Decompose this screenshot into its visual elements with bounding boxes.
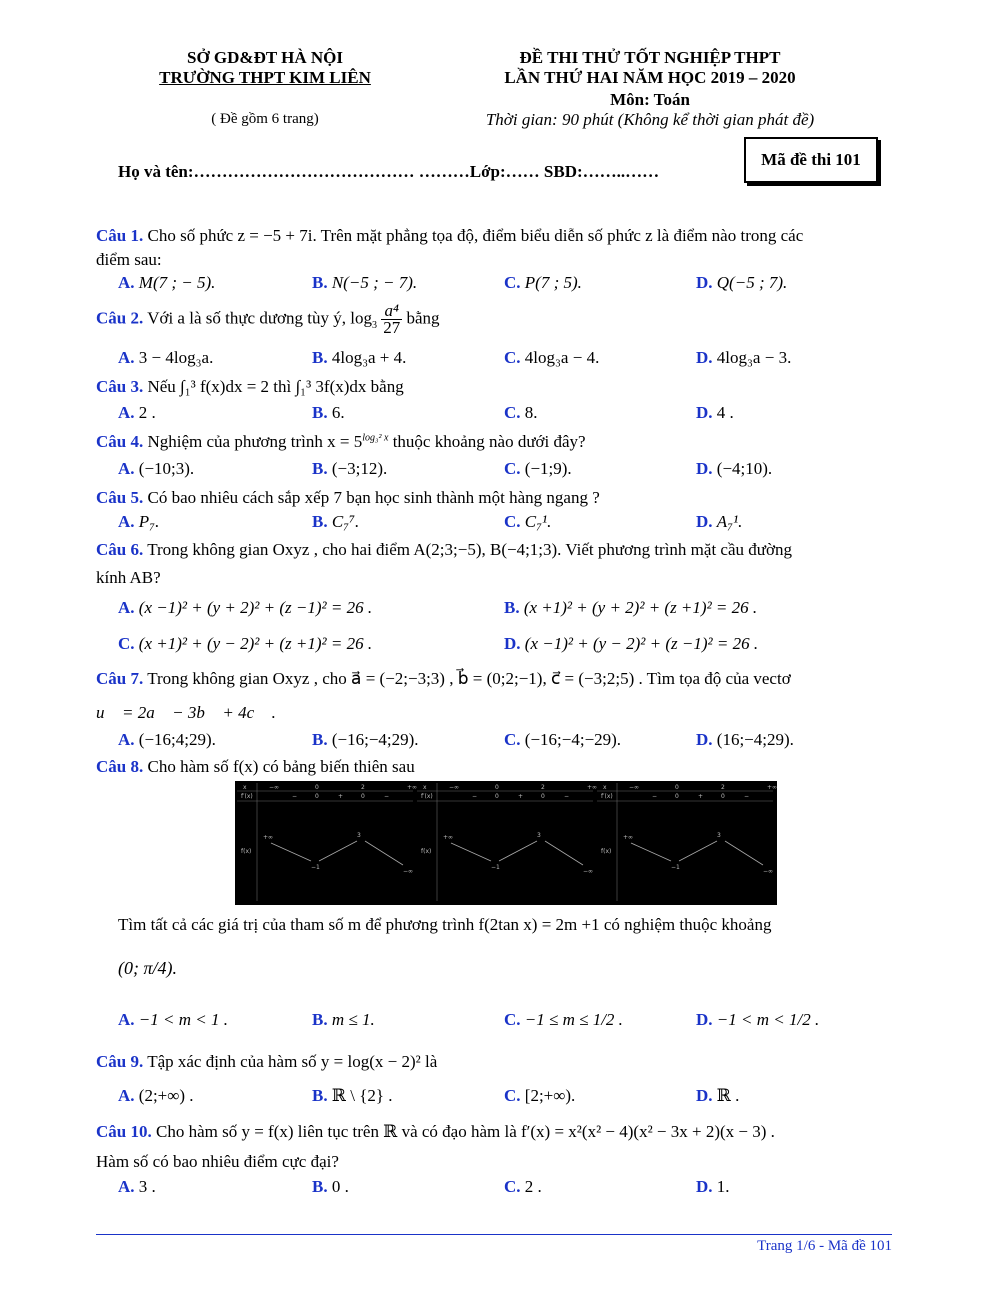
vt-f-label: f(x) bbox=[421, 848, 432, 855]
vt-f-value: +∞ bbox=[443, 834, 454, 841]
option-b[interactable]: B. m ≤ 1. bbox=[312, 1010, 375, 1029]
vt-arrow bbox=[631, 843, 671, 861]
option-b[interactable]: B. ℝ \ {2} . bbox=[312, 1086, 393, 1105]
question-8-line2: Tìm tất cả các giá trị của tham số m để phương trình f(2tan x) = 2m +1 có nghiệm thuộc khoảng bbox=[118, 915, 772, 934]
school-name: TRƯỜNG THPT KIM LIÊN bbox=[159, 68, 371, 87]
question-label: Câu 1. bbox=[96, 226, 144, 245]
vt-x-label: −∞ bbox=[269, 784, 280, 791]
vt-derivative-sign: + bbox=[698, 793, 704, 800]
vt-derivative-sign: 0 bbox=[495, 793, 499, 800]
vt-f-label: f(x) bbox=[241, 848, 252, 855]
vt-derivative-sign: 0 bbox=[721, 793, 725, 800]
vt-x-label: x bbox=[243, 784, 247, 791]
option-d[interactable]: D. 4 . bbox=[696, 403, 734, 422]
vt-derivative-sign: f′(x) bbox=[241, 793, 253, 800]
option-c[interactable]: C. P(7 ; 5). bbox=[504, 273, 582, 292]
option-d[interactable]: D. A₇¹. bbox=[696, 512, 743, 531]
vt-f-value: +∞ bbox=[263, 834, 274, 841]
option-a[interactable]: A. P₇. bbox=[118, 512, 160, 531]
option-d[interactable]: D. (−4;10). bbox=[696, 459, 773, 478]
vt-x-label: 2 bbox=[361, 784, 365, 791]
option-c[interactable]: C. C₇¹. bbox=[504, 512, 552, 531]
option-a[interactable]: A. 2 . bbox=[118, 403, 156, 422]
student-info-field: Họ và tên:………………………………… ………Lớp:…… SBD:……..…… bbox=[118, 162, 660, 181]
vt-x-label: 2 bbox=[541, 784, 545, 791]
page-footer: Trang 1/6 - Mã đề 101 bbox=[757, 1238, 892, 1254]
question-1-line2: điểm sau: bbox=[96, 250, 162, 269]
vt-arrow bbox=[499, 841, 537, 861]
option-b[interactable]: B. 6. bbox=[312, 403, 345, 422]
vt-f-value: 3 bbox=[717, 832, 721, 839]
vt-x-label: −∞ bbox=[629, 784, 640, 791]
vt-derivative-sign: f′(x) bbox=[421, 793, 433, 800]
option-d[interactable]: D. 4log₃a − 3. bbox=[696, 348, 792, 367]
option-a[interactable]: A. (−16;4;29). bbox=[118, 730, 216, 749]
vt-x-label: 0 bbox=[315, 784, 319, 791]
option-c[interactable]: C. [2;+∞). bbox=[504, 1086, 576, 1105]
option-c[interactable]: C. 8. bbox=[504, 403, 538, 422]
vt-arrow bbox=[545, 841, 583, 865]
vt-x-label: x bbox=[423, 784, 427, 791]
option-a[interactable]: A. M(7 ; − 5). bbox=[118, 273, 216, 292]
exam-subject: Môn: Toán bbox=[610, 90, 690, 109]
question-6: Câu 6. Trong không gian Oxyz , cho hai điểm A(2;3;−5), B(−4;1;3). Viết phương trình mặt cầu đường bbox=[96, 540, 792, 559]
option-a[interactable]: A. (x −1)² + (y + 2)² + (z −1)² = 26 . bbox=[118, 598, 373, 617]
question-text: Cho số phức z = −5 + 7i. Trên mặt phẳng tọa độ, điểm biểu diễn số phức z là điểm nào trong các bbox=[147, 226, 804, 245]
vt-derivative-sign: + bbox=[338, 793, 344, 800]
vt-derivative-sign: + bbox=[518, 793, 524, 800]
question-8: Câu 8. Cho hàm số f(x) có bảng biến thiên sau bbox=[96, 757, 415, 776]
vt-f-value: +∞ bbox=[623, 834, 634, 841]
question-7: Câu 7. Trong không gian Oxyz , cho a⃗ = (−2;−3;3) , b⃗ = (0;2;−1), c⃗ = (−3;2;5) . Tìm tọa độ của vectơ bbox=[96, 669, 791, 688]
department-name: SỞ GD&ĐT HÀ NỘI bbox=[186, 48, 343, 67]
vt-x-label: x bbox=[603, 784, 607, 791]
option-b[interactable]: B. C₇⁷. bbox=[312, 512, 360, 531]
question-10: Câu 10. Cho hàm số y = f(x) liên tục trên ℝ và có đạo hàm là f′(x) = x²(x² − 4)(x² − 3x + 2)(x − 3) . bbox=[96, 1122, 775, 1141]
option-d[interactable]: D. −1 < m < 1/2 . bbox=[696, 1010, 820, 1029]
pages-note: ( Đề gồm 6 trang) bbox=[211, 111, 319, 127]
vt-derivative-sign: 0 bbox=[541, 793, 545, 800]
option-c[interactable]: C. −1 ≤ m ≤ 1/2 . bbox=[504, 1010, 623, 1029]
fraction: $\frac{\text{a⁴}}{27}$ bbox=[383, 301, 401, 337]
vt-derivative-sign: 0 bbox=[315, 793, 319, 800]
option-b[interactable]: B. 0 . bbox=[312, 1177, 349, 1196]
question-2: Câu 2. Với a là số thực dương tùy ý, $\log_3$ $\frac{\text{a⁴}}{27}$ bằng bbox=[96, 301, 440, 337]
vt-derivative-sign: f′(x) bbox=[601, 793, 613, 800]
vt-f-value: −∞ bbox=[583, 868, 594, 875]
option-c[interactable]: C. (−16;−4;−29). bbox=[504, 730, 622, 749]
vt-derivative-sign: − bbox=[472, 793, 478, 800]
exam-code-box: Mã đề thi 101 bbox=[744, 137, 878, 183]
vt-f-label: f(x) bbox=[601, 848, 612, 855]
vt-derivative-sign: − bbox=[292, 793, 298, 800]
vt-arrow bbox=[271, 843, 311, 861]
vt-x-label: 2 bbox=[721, 784, 725, 791]
option-a[interactable]: A. 3 − 4log₃a. bbox=[118, 348, 214, 367]
option-b[interactable]: B. 4log₃a + 4. bbox=[312, 348, 407, 367]
vt-derivative-sign: 0 bbox=[361, 793, 365, 800]
vt-f-value: 3 bbox=[357, 832, 361, 839]
exam-round: LẦN THỨ HAI NĂM HỌC 2019 – 2020 bbox=[504, 68, 796, 87]
vt-x-label: +∞ bbox=[587, 784, 598, 791]
question-8-interval: (0; π/4). bbox=[118, 958, 178, 978]
option-c[interactable]: C. 4log₃a − 4. bbox=[504, 348, 600, 367]
option-a[interactable]: A. 3 . bbox=[118, 1177, 156, 1196]
option-c[interactable]: C. 2 . bbox=[504, 1177, 542, 1196]
vt-x-label: 0 bbox=[495, 784, 499, 791]
vt-derivative-sign: − bbox=[564, 793, 570, 800]
vt-derivative-sign: − bbox=[744, 793, 750, 800]
vt-f-value: −1 bbox=[671, 864, 680, 871]
option-c[interactable]: C. (−1;9). bbox=[504, 459, 572, 478]
option-d[interactable]: D. ℝ . bbox=[696, 1086, 740, 1105]
question-4: Câu 4. Nghiệm của phương trình $x = 5^{log_3^2 x}$ thuộc khoảng nào dưới đây? bbox=[96, 432, 586, 451]
question-7-line2: u⃗ = 2a⃗ − 3b⃗ + 4c⃗ . bbox=[96, 703, 276, 722]
option-b[interactable]: B. (−16;−4;29). bbox=[312, 730, 419, 749]
question-5: Câu 5. Có bao nhiêu cách sắp xếp 7 bạn học sinh thành một hàng ngang ? bbox=[96, 488, 600, 507]
exam-title: ĐỀ THI THỬ TỐT NGHIỆP THPT bbox=[519, 48, 781, 67]
vt-x-label: 0 bbox=[675, 784, 679, 791]
option-a[interactable]: A. (2;+∞) . bbox=[118, 1086, 194, 1105]
option-d[interactable]: D. Q(−5 ; 7). bbox=[696, 273, 788, 292]
vt-arrow bbox=[451, 843, 491, 861]
vt-arrow bbox=[319, 841, 357, 861]
option-b[interactable]: B. (x +1)² + (y + 2)² + (z +1)² = 26 . bbox=[504, 598, 758, 617]
question-9: Câu 9. Tập xác định của hàm số y = log(x − 2)² là bbox=[96, 1052, 438, 1071]
variation-table-svg bbox=[235, 781, 777, 905]
option-b[interactable]: B. (−3;12). bbox=[312, 459, 388, 478]
vt-arrow bbox=[365, 841, 403, 865]
vt-arrow bbox=[679, 841, 717, 861]
vt-f-value: −1 bbox=[491, 864, 500, 871]
exam-time: Thời gian: 90 phút (Không kể thời gian phát đề) bbox=[485, 110, 815, 129]
vt-f-value: −∞ bbox=[763, 868, 774, 875]
vt-x-label: −∞ bbox=[449, 784, 460, 791]
vt-f-value: −∞ bbox=[403, 868, 414, 875]
question-3: Câu 3. Nếu ∫₁³ f(x)dx = 2 thì ∫₁³ 3f(x)dx bằng bbox=[96, 377, 404, 396]
variation-table-image bbox=[235, 781, 777, 905]
option-b[interactable]: B. N(−5 ; − 7). bbox=[312, 273, 418, 292]
vt-arrow bbox=[725, 841, 763, 865]
option-d[interactable]: D. (x −1)² + (y − 2)² + (z −1)² = 26 . bbox=[504, 634, 759, 653]
vt-f-value: 3 bbox=[537, 832, 541, 839]
question-6-line2: kính AB? bbox=[96, 568, 161, 587]
question-10-line2: Hàm số có bao nhiêu điểm cực đại? bbox=[96, 1152, 339, 1171]
vt-f-value: −1 bbox=[311, 864, 320, 871]
option-a[interactable]: A. −1 < m < 1 . bbox=[118, 1010, 228, 1029]
vt-x-label: +∞ bbox=[767, 784, 777, 791]
option-c[interactable]: C. (x +1)² + (y − 2)² + (z +1)² = 26 . bbox=[118, 634, 373, 653]
vt-derivative-sign: − bbox=[652, 793, 658, 800]
option-d[interactable]: D. 1. bbox=[696, 1177, 730, 1196]
footer-divider bbox=[96, 1234, 892, 1235]
option-d[interactable]: D. (16;−4;29). bbox=[696, 730, 794, 749]
vt-derivative-sign: 0 bbox=[675, 793, 679, 800]
vt-x-label: +∞ bbox=[407, 784, 418, 791]
question-1 bbox=[96, 226, 803, 246]
vt-derivative-sign: − bbox=[384, 793, 390, 800]
option-a[interactable]: A. (−10;3). bbox=[118, 459, 195, 478]
